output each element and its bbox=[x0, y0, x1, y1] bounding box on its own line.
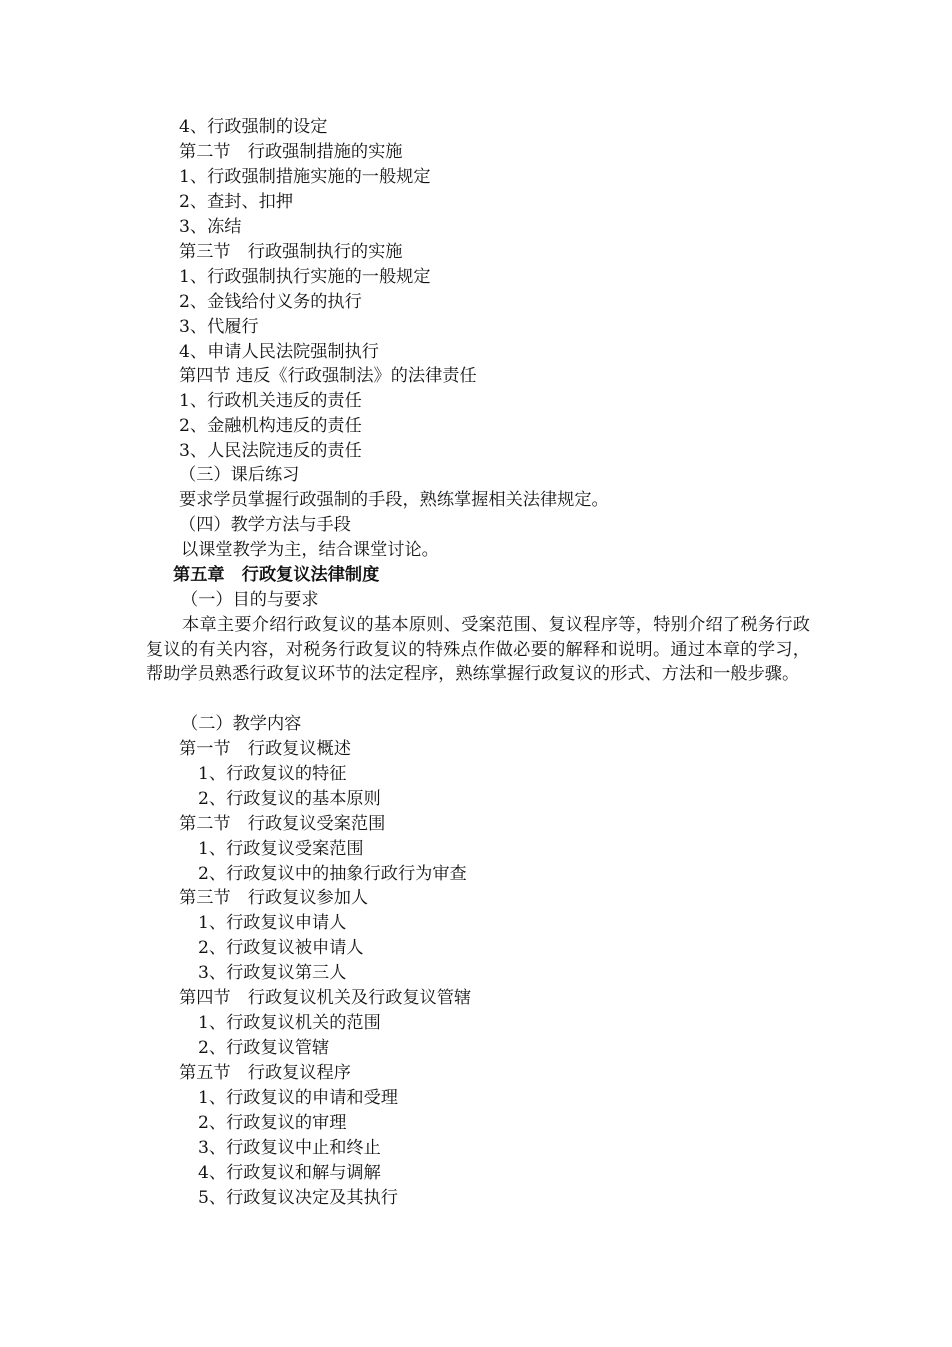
item-line: 2、行政复议中的抽象行政行为审查 bbox=[198, 864, 467, 884]
chapter-title: 第五章 行政复议法律制度 bbox=[173, 565, 380, 585]
item-line: 2、行政复议被申请人 bbox=[198, 938, 364, 958]
body-line: 以课堂教学为主，结合课堂讨论。 bbox=[181, 540, 439, 560]
item-line: 1、行政复议的特征 bbox=[198, 764, 347, 784]
item-line: 2、行政复议的审理 bbox=[198, 1113, 347, 1133]
item-line: 3、人民法院违反的责任 bbox=[179, 441, 362, 461]
item-line: 3、冻结 bbox=[179, 217, 242, 237]
item-line: 1、行政强制措施实施的一般规定 bbox=[179, 167, 431, 187]
section-heading: 第四节 违反《行政强制法》的法律责任 bbox=[179, 366, 477, 386]
item-line: 1、行政复议的申请和受理 bbox=[198, 1088, 398, 1108]
item-line: 1、行政机关违反的责任 bbox=[179, 391, 362, 411]
item-line: 3、行政复议第三人 bbox=[198, 963, 347, 983]
item-line: 2、行政复议管辖 bbox=[198, 1038, 330, 1058]
body-line: 要求学员掌握行政强制的手段，熟练掌握相关法律规定。 bbox=[179, 490, 609, 510]
section-heading: 第二节 行政强制措施的实施 bbox=[179, 142, 403, 162]
section-heading: 第三节 行政强制执行的实施 bbox=[179, 242, 403, 262]
item-line: 1、行政复议申请人 bbox=[198, 913, 347, 933]
item-line: 3、代履行 bbox=[179, 317, 259, 337]
subsection-heading: （三）课后练习 bbox=[179, 465, 300, 485]
subsection-heading: （一）目的与要求 bbox=[181, 590, 319, 610]
item-line: 3、行政复议中止和终止 bbox=[198, 1138, 381, 1158]
subsection-heading: （四）教学方法与手段 bbox=[179, 515, 351, 535]
item-line: 2、查封、扣押 bbox=[179, 192, 294, 212]
section-heading: 第二节 行政复议受案范围 bbox=[179, 814, 386, 834]
item-line: 4、行政复议和解与调解 bbox=[198, 1163, 381, 1183]
item-line: 5、行政复议决定及其执行 bbox=[198, 1188, 398, 1208]
section-heading: 第四节 行政复议机关及行政复议管辖 bbox=[179, 988, 472, 1008]
item-line: 2、行政复议的基本原则 bbox=[198, 789, 381, 809]
section-heading: 第一节 行政复议概述 bbox=[179, 739, 351, 759]
item-line: 2、金融机构违反的责任 bbox=[179, 416, 362, 436]
section-heading: 第五节 行政复议程序 bbox=[179, 1063, 351, 1083]
goal-paragraph: 本章主要介绍行政复议的基本原则、受案范围、复议程序等，特别介绍了税务行政复议的有关内容，对税务行政复议的特殊点作做必要的解释和说明。通过本章的学习，帮助学员熟悉行政复议环节的法定程序，熟练掌握行政复议的形式、方法和一般步骤。 bbox=[146, 615, 810, 685]
item-line: 1、行政强制执行实施的一般规定 bbox=[179, 267, 431, 287]
item-line: 2、金钱给付义务的执行 bbox=[179, 292, 362, 312]
section-heading: 第三节 行政复议参加人 bbox=[179, 888, 369, 908]
subsection-heading: （二）教学内容 bbox=[181, 714, 302, 734]
item-line: 1、行政复议受案范围 bbox=[198, 839, 364, 859]
item-line: 4、行政强制的设定 bbox=[179, 117, 328, 137]
item-line: 1、行政复议机关的范围 bbox=[198, 1013, 381, 1033]
item-line: 4、申请人民法院强制执行 bbox=[179, 342, 379, 362]
